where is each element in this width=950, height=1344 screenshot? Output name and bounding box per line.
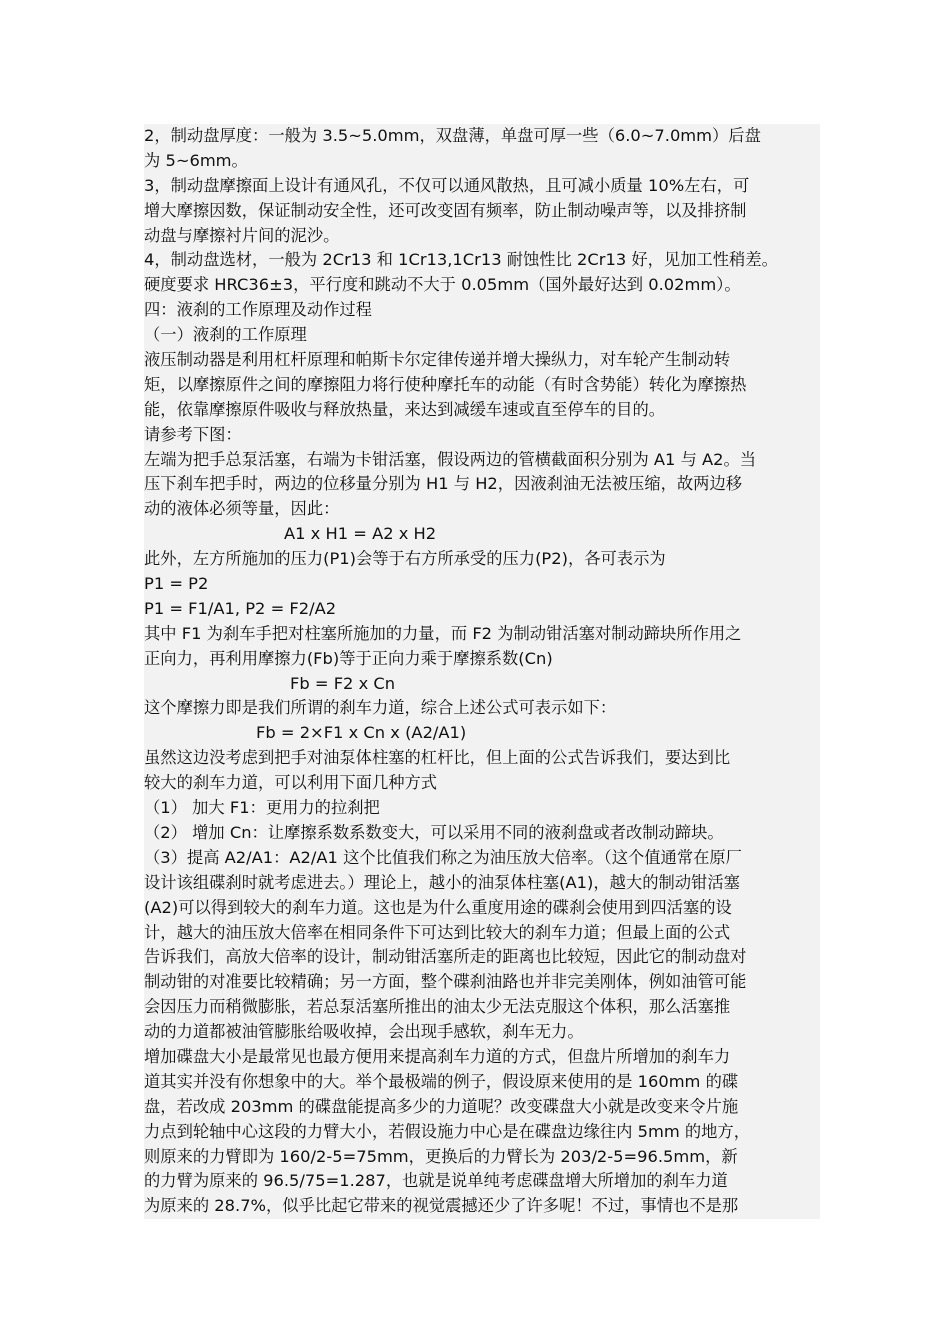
paragraph-line: 其中 F1 为刹车手把对柱塞所施加的力量，而 F2 为制动钳活塞对制动蹄块所作用之 [144, 623, 742, 643]
document-body [144, 124, 820, 1219]
paragraph-line: 的力臂为原来的 96.5/75=1.287，也就是说单纯考虑碟盘增大所增加的刹车力道 [144, 1171, 728, 1191]
paragraph-line: 2，制动盘厚度：一般为 3.5~5.0mm，双盘薄，单盘可厚一些（6.0~7.0mm）后盘 [144, 126, 761, 145]
formula-line: P1 = F1/A1, P2 = F2/A2 [144, 598, 337, 618]
paragraph-line: 动的液体必须等量，因此： [144, 499, 340, 519]
formula-line: Fb = 2×F1 x Cn x (A2/A1) [256, 723, 467, 743]
paragraph-line: 3，制动盘摩擦面上设计有通风孔，不仅可以通风散热，且可减小质量 10%左右，可 [144, 175, 750, 195]
paragraph-line: 硬度要求 HRC36±3，平行度和跳动不大于 0.05mm（国外最好达到 0.02mm）。 [144, 275, 741, 295]
paragraph-line: 则原来的力臂即为 160/2-5=75mm，更换后的力臂长为 203/2-5=96.5mm，新 [144, 1146, 738, 1166]
paragraph-line: 压下刹车把手时，两边的位移量分别为 H1 与 H2，因液刹油无法被压缩，故两边移 [144, 474, 743, 494]
paragraph-line: 能，依靠摩擦原件吸收与释放热量，来达到减缓车速或直至停车的目的。 [144, 399, 666, 419]
list-item: （3）提高 A2/A1：A2/A1 这个比值我们称之为油压放大倍率。（这个值通常在原厂 [144, 847, 742, 867]
paragraph-line: (A2)可以得到较大的刹车力道。这也是为什么重度用途的碟刹会使用到四活塞的设 [144, 897, 732, 917]
paragraph-line: 为 5~6mm。 [144, 150, 248, 170]
paragraph-line: 正向力，再利用摩擦力(Fb)等于正向力乘于摩擦系数(Cn) [144, 648, 553, 668]
subsection-heading: （一）液刹的工作原理 [144, 325, 307, 345]
paragraph-line: 较大的刹车力道，可以利用下面几种方式 [144, 773, 438, 793]
paragraph-line: 道其实并没有你想象中的大。举个最极端的例子，假设原来使用的是 160mm 的碟 [144, 1071, 739, 1091]
paragraph-line: 此外，左方所施加的压力(P1)会等于右方所承受的压力(P2)，各可表示为 [144, 549, 666, 569]
paragraph-line: 动盘与摩擦衬片间的泥沙。 [144, 225, 340, 245]
paragraph-line: 请参考下图： [144, 424, 242, 444]
paragraph-line: 设计该组碟刹时就考虑进去。）理论上，越小的油泵体柱塞(A1)，越大的制动钳活塞 [144, 872, 740, 892]
list-item: （2） 增加 Cn：让摩擦系数系数变大，可以采用不同的液刹盘或者改制动蹄块。 [144, 822, 724, 842]
paragraph-line: 矩，以摩擦原件之间的摩擦阻力将行使种摩托车的动能（有时含势能）转化为摩擦热 [144, 374, 747, 394]
paragraph-line: 告诉我们，高放大倍率的设计，制动钳活塞所走的距离也比较短，因此它的制动盘对 [144, 947, 747, 967]
formula-line: Fb = F2 x Cn [290, 673, 396, 693]
paragraph-line: 虽然这边没考虑到把手对油泵体柱塞的杠杆比，但上面的公式告诉我们，要达到比 [144, 748, 731, 768]
paragraph-line: 力点到轮轴中心这段的力臂大小，若假设施力中心是在碟盘边缘往内 5mm 的地方， [144, 1121, 750, 1141]
list-item: （1） 加大 F1：更用力的拉刹把 [144, 798, 380, 818]
paragraph-line: 液压制动器是利用杠杆原理和帕斯卡尔定律传递并增大操纵力，对车轮产生制动转 [144, 350, 731, 370]
section-heading: 四：液刹的工作原理及动作过程 [144, 300, 372, 320]
paragraph-line: 制动钳的对准要比较精确；另一方面，整个碟刹油路也并非完美刚体，例如油管可能 [144, 972, 747, 992]
paragraph-line: 计，越大的油压放大倍率在相同条件下可达到比较大的刹车力道；但最上面的公式 [144, 922, 731, 942]
paragraph-line: 会因压力而稍微膨胀，若总泵活塞所推出的油太少无法克服这个体积，那么活塞推 [144, 997, 731, 1017]
paragraph-line: 动的力道都被油管膨胀给吸收掉，会出现手感软，刹车无力。 [144, 1022, 584, 1042]
paragraph-line: 增大摩擦因数，保证制动安全性，还可改变固有频率，防止制动噪声等，以及排挤制 [144, 200, 747, 220]
paragraph-line: 这个摩擦力即是我们所谓的刹车力道，综合上述公式可表示如下： [144, 698, 617, 718]
paragraph-line: 左端为把手总泵活塞，右端为卡钳活塞，假设两边的管横截面积分别为 A1 与 A2。当 [144, 449, 757, 469]
formula-line: P1 = P2 [144, 574, 209, 594]
paragraph-line: 4，制动盘选材，一般为 2Cr13 和 1Cr13,1Cr13 耐蚀性比 2Cr13 好，见加工性稍差。 [144, 250, 778, 270]
paragraph-line: 增加碟盘大小是最常见也最方便用来提高刹车力道的方式，但盘片所增加的刹车力 [144, 1046, 731, 1066]
paragraph-line: 盘，若改成 203mm 的碟盘能提高多少的力道呢？改变碟盘大小就是改变来令片施 [144, 1096, 739, 1116]
formula-line: A1 x H1 = A2 x H2 [284, 524, 437, 544]
paragraph-line: 为原来的 28.7%，似乎比起它带来的视觉震撼还少了许多呢！不过，事情也不是那 [144, 1196, 739, 1216]
